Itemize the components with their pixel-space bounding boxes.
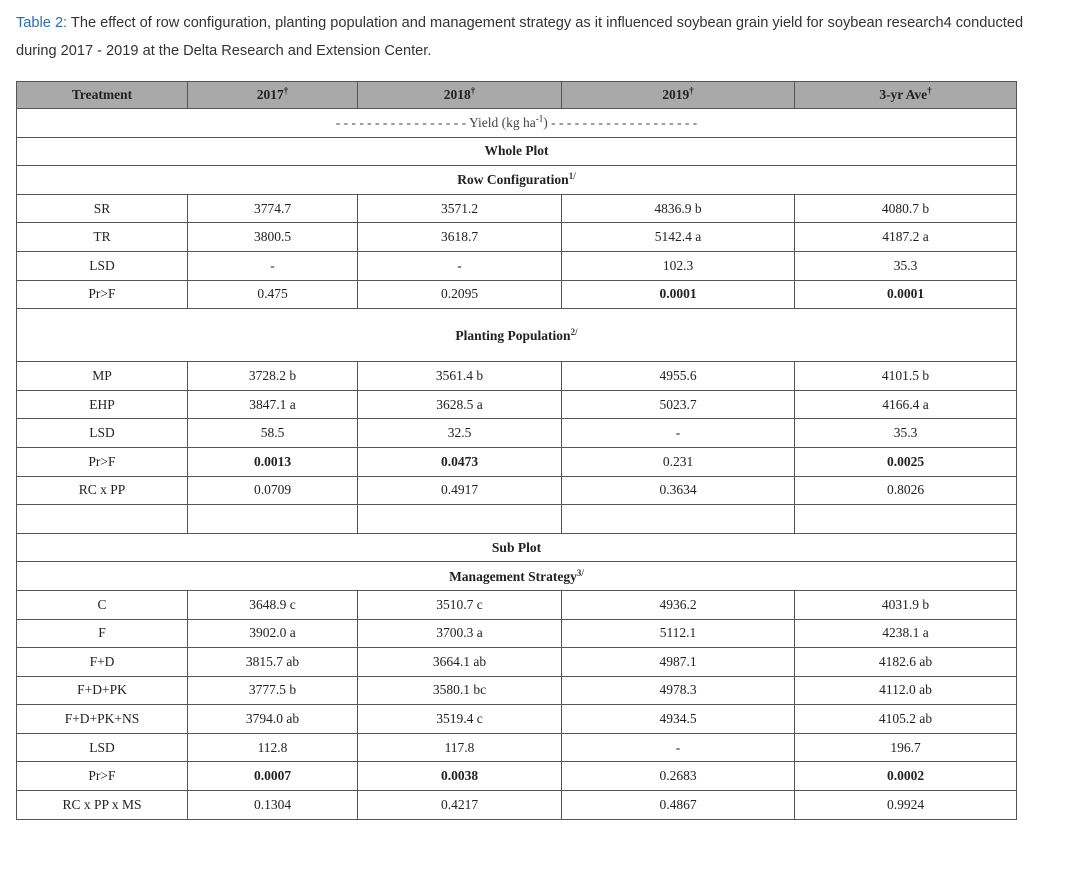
- treatment-cell: RC x PP x MS: [17, 791, 188, 820]
- mgmt-heading: Management Strategy$^{3/}$: [17, 562, 1017, 591]
- row-config-row-tr: [17, 223, 1017, 252]
- mgmt-row-f-d: [17, 648, 1017, 677]
- value-cell: 0.0007: [188, 762, 358, 791]
- mgmt-row-f-d-pk-ns: [17, 705, 1017, 734]
- value-cell: 3847.1 a: [188, 390, 358, 419]
- value-cell: 4105.2 ab: [795, 705, 1017, 734]
- value-cell: 4166.4 a: [795, 390, 1017, 419]
- row-config-heading-row: [17, 166, 1017, 195]
- value-cell: 3648.9 c: [188, 590, 358, 619]
- value-cell: 4101.5 b: [795, 362, 1017, 391]
- treatment-cell: Pr>F: [17, 280, 188, 309]
- value-cell: 102.3: [562, 251, 795, 280]
- value-cell: 3902.0 a: [188, 619, 358, 648]
- unit-row: [17, 109, 1017, 138]
- value-cell: 0.0002: [795, 762, 1017, 791]
- value-cell: 0.0001: [562, 280, 795, 309]
- treatment-cell: F+D+PK: [17, 676, 188, 705]
- value-cell: 3628.5 a: [358, 390, 562, 419]
- mgmt-row-f-d-pk: [17, 676, 1017, 705]
- blank-cell: [795, 505, 1017, 534]
- treatment-cell: F+D+PK+NS: [17, 705, 188, 734]
- sub-plot-heading: Sub Plot: [17, 533, 1017, 562]
- row-config-row-sr: [17, 194, 1017, 223]
- value-cell: 3815.7 ab: [188, 648, 358, 677]
- value-cell: 0.2683: [562, 762, 795, 791]
- plant-pop-heading: Planting Population$^{2/}$: [17, 309, 1017, 362]
- sub-plot-heading-row: [17, 533, 1017, 562]
- plant-pop-row-mp: [17, 362, 1017, 391]
- value-cell: 0.9924: [795, 791, 1017, 820]
- value-cell: 35.3: [795, 251, 1017, 280]
- value-cell: 4031.9 b: [795, 590, 1017, 619]
- plant-pop-row-lsd: [17, 419, 1017, 448]
- mgmt-row-lsd: [17, 733, 1017, 762]
- value-cell: 3519.4 c: [358, 705, 562, 734]
- header-treatment: Treatment: [17, 82, 188, 109]
- value-cell: 3700.3 a: [358, 619, 562, 648]
- value-cell: 4112.0 ab: [795, 676, 1017, 705]
- value-cell: 0.231: [562, 447, 795, 476]
- treatment-cell: F+D: [17, 648, 188, 677]
- blank-row: [17, 505, 1017, 534]
- plant-pop-row-pr-f: [17, 447, 1017, 476]
- value-cell: 0.0001: [795, 280, 1017, 309]
- value-cell: 0.0473: [358, 447, 562, 476]
- treatment-cell: F: [17, 619, 188, 648]
- unit-label: - - - - - - - - - - - - - - - - - Yield (kg $ha^{-1}$) - - - - - - - - - - - - - - - - - - -: [17, 109, 1017, 138]
- value-cell: 32.5: [358, 419, 562, 448]
- value-cell: 196.7: [795, 733, 1017, 762]
- value-cell: 4836.9 b: [562, 194, 795, 223]
- value-cell: 0.0025: [795, 447, 1017, 476]
- value-cell: 0.1304: [188, 791, 358, 820]
- value-cell: -: [562, 733, 795, 762]
- value-cell: 3561.4 b: [358, 362, 562, 391]
- value-cell: 0.0038: [358, 762, 562, 791]
- row-config-heading: Row Configuration$^{1/}$: [17, 166, 1017, 195]
- caption-label: Table 2:: [16, 15, 68, 31]
- value-cell: 4978.3: [562, 676, 795, 705]
- value-cell: 4987.1: [562, 648, 795, 677]
- header-2017: 2017†: [188, 82, 358, 109]
- treatment-cell: EHP: [17, 390, 188, 419]
- value-cell: 4080.7 b: [795, 194, 1017, 223]
- value-cell: 3664.1 ab: [358, 648, 562, 677]
- value-cell: 0.4867: [562, 791, 795, 820]
- table-caption: [16, 9, 1056, 65]
- value-cell: 4182.6 ab: [795, 648, 1017, 677]
- whole-plot-heading: Whole Plot: [17, 137, 1017, 166]
- value-cell: 5023.7: [562, 390, 795, 419]
- value-cell: 3777.5 b: [188, 676, 358, 705]
- value-cell: 3510.7 c: [358, 590, 562, 619]
- header-3yr-ave: 3-yr Ave†: [795, 82, 1017, 109]
- treatment-cell: LSD: [17, 251, 188, 280]
- mgmt-row-c: [17, 590, 1017, 619]
- caption-text: The effect of row configuration, planting population and management strategy as it influenced soybean grain yield for soybean research4 conducted during 2017 - 2019 at the Delta Research and Extension Center.: [16, 15, 1024, 59]
- treatment-cell: SR: [17, 194, 188, 223]
- value-cell: 0.0709: [188, 476, 358, 505]
- header-2019: 2019†: [562, 82, 795, 109]
- treatment-cell: LSD: [17, 419, 188, 448]
- value-cell: 4238.1 a: [795, 619, 1017, 648]
- value-cell: -: [562, 419, 795, 448]
- value-cell: 0.0013: [188, 447, 358, 476]
- treatment-cell: Pr>F: [17, 447, 188, 476]
- row-config-row-lsd: [17, 251, 1017, 280]
- value-cell: 4936.2: [562, 590, 795, 619]
- treatment-cell: RC x PP: [17, 476, 188, 505]
- plant-pop-row-rc-x-pp: [17, 476, 1017, 505]
- value-cell: 0.3634: [562, 476, 795, 505]
- mgmt-row-f: [17, 619, 1017, 648]
- mgmt-row-rc-x-pp-x-ms: [17, 791, 1017, 820]
- value-cell: 35.3: [795, 419, 1017, 448]
- value-cell: -: [188, 251, 358, 280]
- value-cell: 112.8: [188, 733, 358, 762]
- treatment-cell: C: [17, 590, 188, 619]
- value-cell: 4187.2 a: [795, 223, 1017, 252]
- value-cell: 4934.5: [562, 705, 795, 734]
- value-cell: -: [358, 251, 562, 280]
- row-config-row-pr-f: [17, 280, 1017, 309]
- plant-pop-heading-row: [17, 309, 1017, 362]
- value-cell: 3800.5: [188, 223, 358, 252]
- yield-table: [16, 81, 1017, 820]
- mgmt-row-pr-f: [17, 762, 1017, 791]
- value-cell: 3571.2: [358, 194, 562, 223]
- value-cell: 5112.1: [562, 619, 795, 648]
- value-cell: 0.475: [188, 280, 358, 309]
- value-cell: 117.8: [358, 733, 562, 762]
- value-cell: 3618.7: [358, 223, 562, 252]
- treatment-cell: LSD: [17, 733, 188, 762]
- blank-cell: [188, 505, 358, 534]
- blank-cell: [17, 505, 188, 534]
- blank-cell: [358, 505, 562, 534]
- treatment-cell: Pr>F: [17, 762, 188, 791]
- treatment-cell: MP: [17, 362, 188, 391]
- value-cell: 4955.6: [562, 362, 795, 391]
- header-row: [17, 82, 1017, 109]
- value-cell: 3774.7: [188, 194, 358, 223]
- value-cell: 3794.0 ab: [188, 705, 358, 734]
- treatment-cell: TR: [17, 223, 188, 252]
- value-cell: 3580.1 bc: [358, 676, 562, 705]
- plant-pop-row-ehp: [17, 390, 1017, 419]
- value-cell: 0.2095: [358, 280, 562, 309]
- value-cell: 0.8026: [795, 476, 1017, 505]
- whole-plot-row: [17, 137, 1017, 166]
- value-cell: 3728.2 b: [188, 362, 358, 391]
- value-cell: 0.4217: [358, 791, 562, 820]
- mgmt-heading-row: [17, 562, 1017, 591]
- value-cell: 0.4917: [358, 476, 562, 505]
- header-2018: 2018†: [358, 82, 562, 109]
- value-cell: 5142.4 a: [562, 223, 795, 252]
- value-cell: 58.5: [188, 419, 358, 448]
- blank-cell: [562, 505, 795, 534]
